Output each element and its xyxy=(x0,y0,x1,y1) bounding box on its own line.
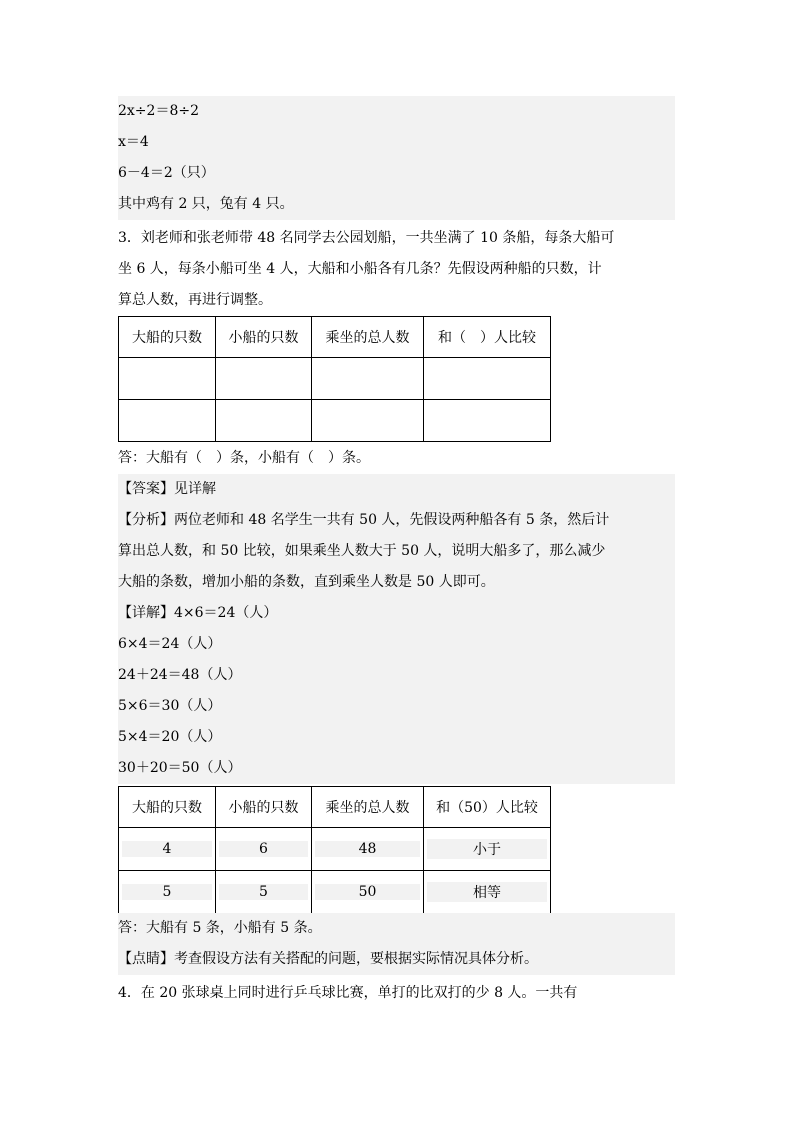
table-cell-value: 小于 xyxy=(427,839,547,859)
prev-solution-line: 6－4＝2（只） xyxy=(118,158,675,189)
comment-line: 【点睛】考查假设方法有关搭配的问题，要根据实际情况具体分析。 xyxy=(118,944,675,975)
blank-cell xyxy=(312,358,424,400)
blank-cell xyxy=(119,400,216,442)
solution3-table xyxy=(118,786,551,914)
blank-cell xyxy=(216,358,312,400)
prev-solution-line: x＝4 xyxy=(118,127,675,158)
problem3-text: 3．刘老师和张老师带 48 名同学去公园划船，一共坐满了 10 条船，每条大船可 xyxy=(118,230,615,246)
table-cell-value: 5 xyxy=(219,884,308,900)
problem3-text: 坐 6 人，每条小船可坐 4 人，大船和小船各有几条？先假设两种船的只数，计 xyxy=(118,261,602,277)
table-cell-value: 6 xyxy=(219,841,308,857)
table-cell-value: 48 xyxy=(315,841,420,857)
answer-line: 【答案】见详解 xyxy=(118,474,675,505)
calc-text: 4×6＝24（人） xyxy=(174,605,278,621)
detail-label: 【详解】 xyxy=(118,605,174,621)
table-cell-value: 相等 xyxy=(427,882,547,902)
blank-cell xyxy=(424,358,551,400)
table-header: 乘坐的总人数 xyxy=(312,317,424,358)
blank-cell xyxy=(312,400,424,442)
blank-cell xyxy=(119,358,216,400)
prev-solution-line: 2x÷2＝8÷2 xyxy=(118,96,675,127)
table-cell xyxy=(312,871,424,914)
table-cell xyxy=(119,871,216,914)
table-header: 小船的只数 xyxy=(216,317,312,358)
problem3-text: 算总人数，再进行调整。 xyxy=(118,292,272,308)
table-header: 大船的只数 xyxy=(119,317,216,358)
blank-cell xyxy=(424,400,551,442)
analysis-line: 【分析】两位老师和 48 名学生一共有 50 人，先假设两种船各有 5 条，然后计 xyxy=(118,505,675,536)
table-cell-value: 4 xyxy=(122,841,212,857)
table-header: 和（ ）人比较 xyxy=(424,317,551,358)
table-cell-value: 5 xyxy=(122,884,212,900)
problem3-answer-blank: 答：大船有（ ）条，小船有（ ）条。 xyxy=(118,450,370,466)
calc-line: 5×4＝20（人） xyxy=(118,722,675,753)
detail-line xyxy=(118,598,675,629)
table-cell xyxy=(312,828,424,871)
table-cell xyxy=(424,828,551,871)
table-header: 乘坐的总人数 xyxy=(312,787,424,828)
table-header: 大船的只数 xyxy=(119,787,216,828)
table-header: 小船的只数 xyxy=(216,787,312,828)
calc-line: 5×6＝30（人） xyxy=(118,691,675,722)
table-row xyxy=(119,871,551,914)
prev-solution-conclusion: 其中鸡有 2 只，兔有 4 只。 xyxy=(118,189,675,220)
table-cell-value: 50 xyxy=(315,884,420,900)
table-cell xyxy=(216,871,312,914)
calc-line: 6×4＝24（人） xyxy=(118,629,675,660)
final-answer-line: 答：大船有 5 条，小船有 5 条。 xyxy=(118,913,675,944)
problem3-blank-table xyxy=(118,316,551,442)
table-row xyxy=(119,828,551,871)
analysis-line: 大船的条数，增加小船的条数，直到乘坐人数是 50 人即可。 xyxy=(118,567,675,598)
table-cell xyxy=(216,828,312,871)
calc-line: 24＋24＝48（人） xyxy=(118,660,675,691)
table-header: 和（50）人比较 xyxy=(424,787,551,828)
table-cell xyxy=(119,828,216,871)
analysis-line: 算出总人数，和 50 比较，如果乘坐人数大于 50 人，说明大船多了，那么减少 xyxy=(118,536,675,567)
calc-line: 30＋20＝50（人） xyxy=(118,753,675,784)
problem4-text: 4．在 20 张球桌上同时进行乒乓球比赛，单打的比双打的少 8 人。一共有 xyxy=(118,985,578,1001)
table-cell xyxy=(424,871,551,914)
blank-cell xyxy=(216,400,312,442)
